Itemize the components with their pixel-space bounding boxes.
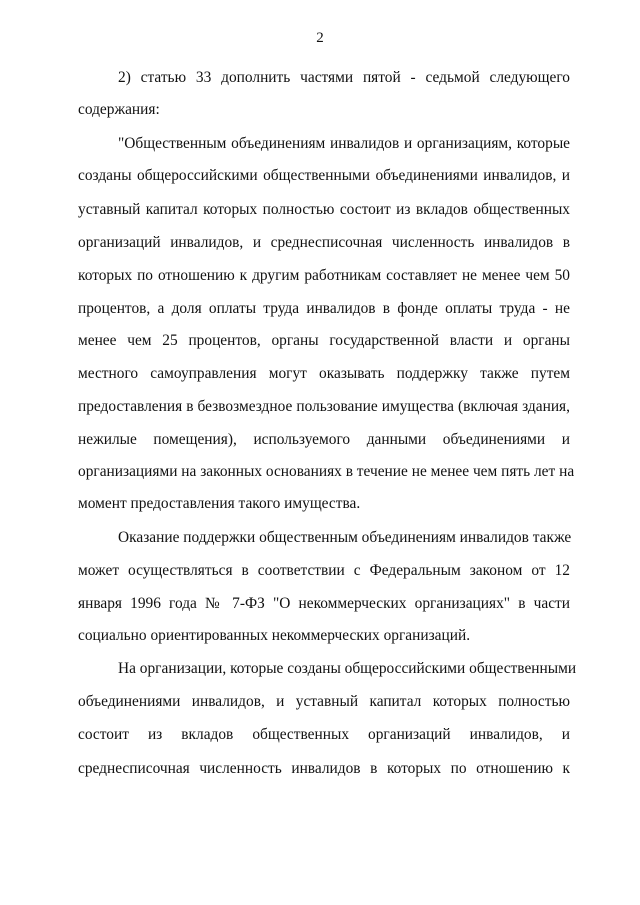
text-line: созданы общероссийскими общественными объединениями инвалидов, и xyxy=(78,167,570,184)
text-line: "Общественным объединениям инвалидов и организациям, которые xyxy=(118,135,570,152)
text-line: состоит из вкладов общественных организаций инвалидов, и xyxy=(78,726,570,743)
text-line: может осуществляться в соответствии с Федеральным законом от 12 xyxy=(78,562,570,579)
text-line: предоставления в безвозмездное пользование имущества (включая здания, xyxy=(78,398,570,415)
text-line: января 1996 года № 7-ФЗ "О некоммерческих организациях" в части xyxy=(78,595,570,612)
text-line: среднесписочная численность инвалидов в которых по отношению к xyxy=(78,760,570,777)
text-line: содержания: xyxy=(78,101,160,118)
text-line: менее чем 25 процентов, органы государственной власти и органы xyxy=(78,332,570,349)
text-line: Оказание поддержки общественным объединениям инвалидов также xyxy=(118,529,572,546)
text-line: которых по отношению к другим работникам составляет не менее чем 50 xyxy=(78,267,570,284)
page-number: 2 xyxy=(316,30,324,46)
text-line: На организации, которые созданы общероссийскими общественными xyxy=(118,660,577,677)
text-line: момент предоставления такого имущества. xyxy=(78,495,361,512)
text-line: процентов, а доля оплаты труда инвалидов в фонде оплаты труда - не xyxy=(78,300,570,317)
text-line: организациями на законных основаниях в течение не менее чем пять лет на xyxy=(78,463,575,480)
text-line: организаций инвалидов, и среднесписочная численность инвалидов в xyxy=(78,234,570,251)
text-line: социально ориентированных некоммерческих организаций. xyxy=(78,627,471,644)
text-line: 2) статью 33 дополнить частями пятой - седьмой следующего xyxy=(118,69,570,86)
text-line: нежилые помещения), используемого данными объединениями и xyxy=(78,431,570,448)
text-line: уставный капитал которых полностью состоит из вкладов общественных xyxy=(78,201,570,218)
text-line: объединениями инвалидов, и уставный капитал которых полностью xyxy=(78,693,570,710)
text-line: местного самоуправления могут оказывать поддержку также путем xyxy=(78,365,570,382)
